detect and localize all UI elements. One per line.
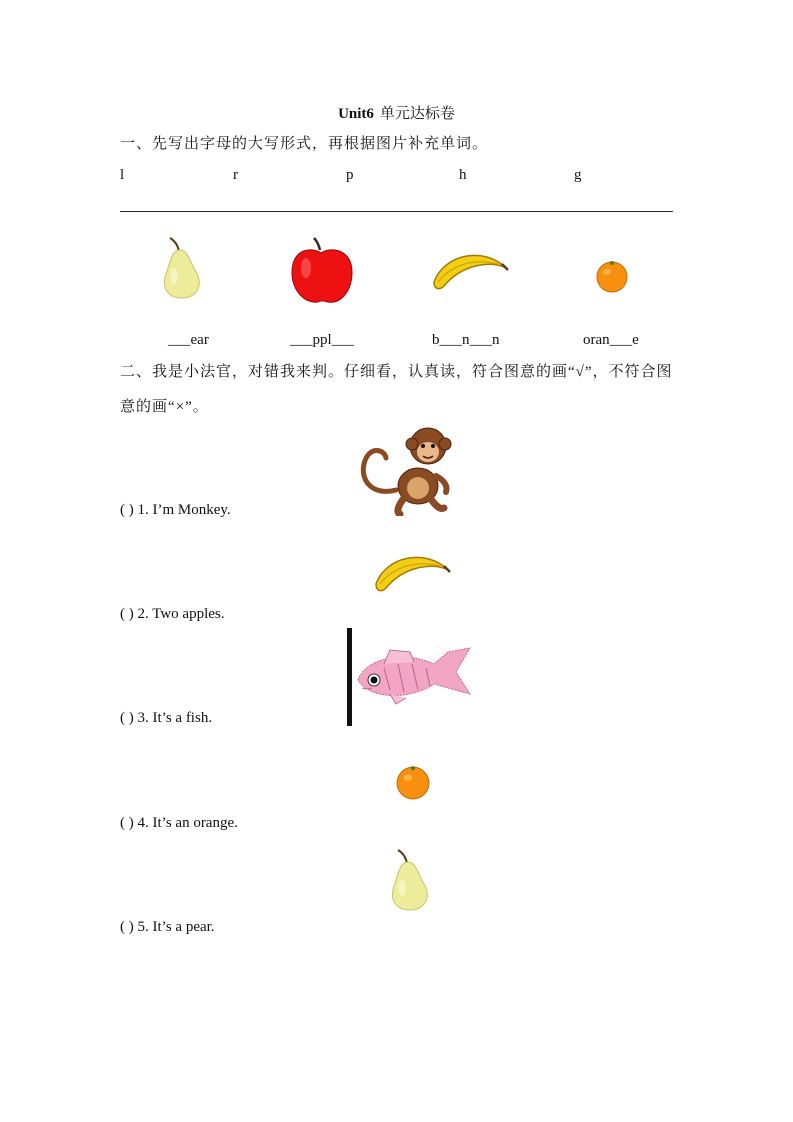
letter-l: l [120, 167, 125, 183]
unit-label: Unit6 [338, 106, 374, 122]
letter-r: r [233, 167, 238, 183]
pear-picture-q5 [386, 848, 436, 912]
fish-picture [344, 628, 474, 728]
question-2: ( ) 2. Two apples. [120, 606, 225, 622]
question-4: ( ) 4. It’s an orange. [120, 815, 238, 831]
answer-line[interactable] [120, 211, 673, 212]
question-3: ( ) 3. It’s a fish. [120, 710, 213, 726]
monkey-picture [356, 424, 456, 516]
apple-picture [288, 236, 356, 306]
unit-test-label: 单元达标卷 [379, 106, 455, 122]
banana-picture [430, 246, 510, 292]
question-1: ( ) 1. I’m Monkey. [120, 502, 231, 518]
word-pear: ___ear [168, 332, 209, 348]
question-5: ( ) 5. It’s a pear. [120, 919, 215, 935]
section2-instruction-line2: 意的画“×”。 [120, 399, 209, 415]
banana-picture-q2 [372, 548, 452, 594]
orange-picture [595, 259, 629, 293]
letter-g: g [574, 167, 582, 183]
letter-h: h [459, 167, 467, 183]
letter-p: p [346, 167, 354, 183]
section1-instruction: 一、先写出字母的大写形式，再根据图片补充单词。 [120, 136, 489, 152]
orange-picture-q4 [395, 764, 431, 800]
word-orange: oran___e [583, 332, 639, 348]
page-title [0, 102, 793, 123]
section2-instruction-line1: 二、我是小法官，对错我来判。仔细看，认真读，符合图意的画“√”，不符合图 [120, 364, 673, 380]
word-banana: b___n___n [432, 332, 500, 348]
pear-picture [158, 236, 208, 300]
word-apple: ___ppl___ [290, 332, 355, 348]
